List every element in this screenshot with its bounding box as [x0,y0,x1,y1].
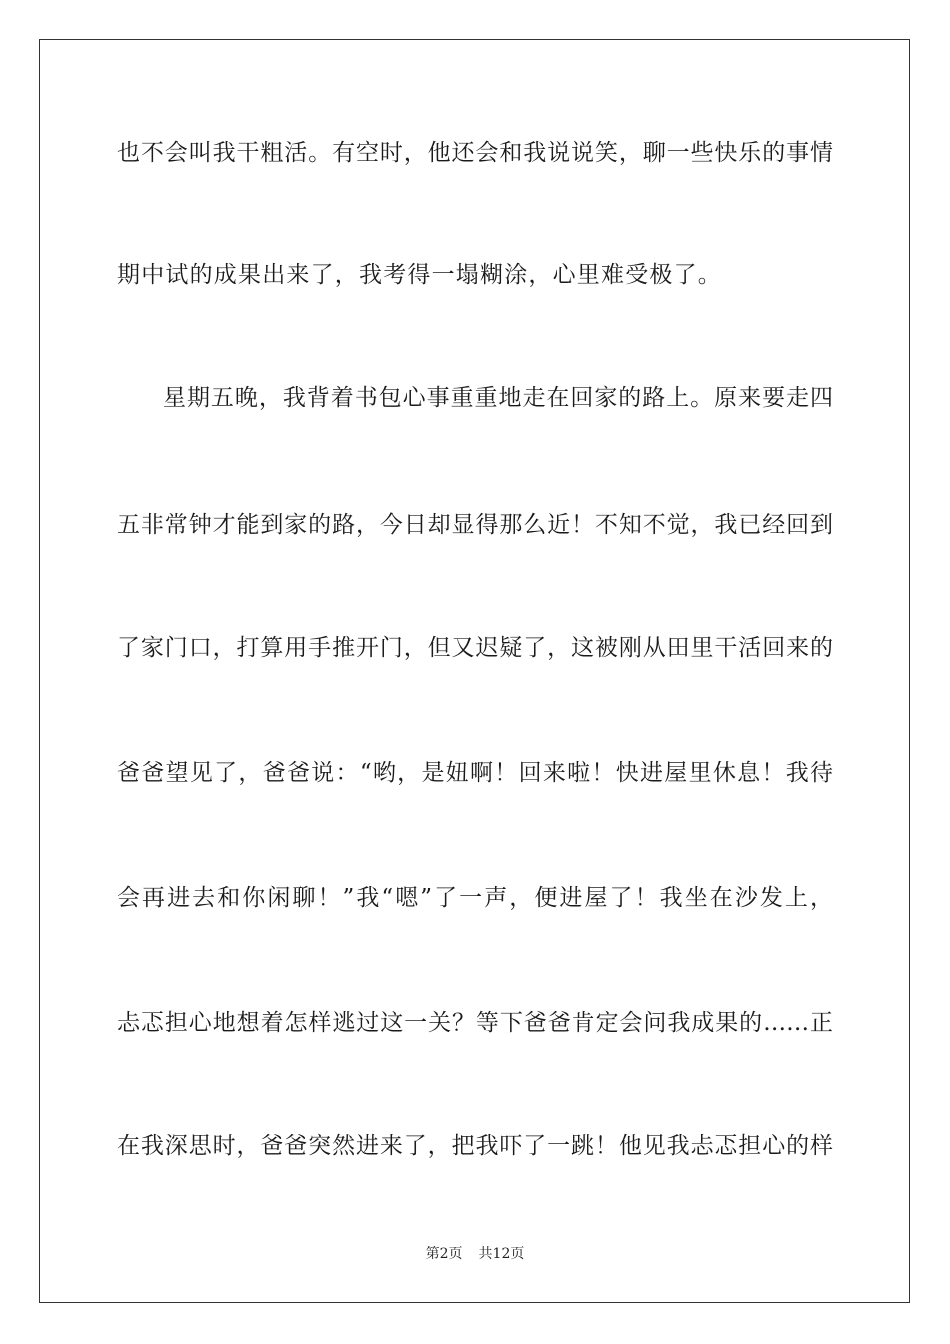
text-line-9: 在我深思时，爸爸突然进来了，把我吓了一跳！他见我忐忑担心的样 [117,1133,833,1159]
text-line-7: 会再进去和你闲聊！”我“嗯”了一声，便进屋了！我坐在沙发上， [117,885,833,911]
text-line-3: 星期五晚，我背着书包心事重重地走在回家的路上。原来要走四 [163,385,833,411]
page-border [39,39,910,1303]
page-footer [0,1245,950,1263]
page-number: 第2页 [425,1246,463,1262]
text-line-6: 爸爸望见了，爸爸说：“哟，是妞啊！回来啦！快进屋里休息！我待 [117,760,833,786]
text-line-8: 忐忑担心地想着怎样逃过这一关？等下爸爸肯定会问我成果的……正 [117,1010,833,1036]
text-line-5: 了家门口，打算用手推开门，但又迟疑了，这被刚从田里干活回来的 [117,635,833,661]
text-line-1: 也不会叫我干粗活。有空时，他还会和我说说笑，聊一些快乐的事情 [117,140,833,166]
text-line-2: 期中试的成果出来了，我考得一塌糊涂，心里难受极了。 [117,262,722,288]
text-line-4: 五非常钟才能到家的路，今日却显得那么近！不知不觉，我已经回到 [117,512,833,538]
total-pages: 共12页 [478,1246,525,1262]
